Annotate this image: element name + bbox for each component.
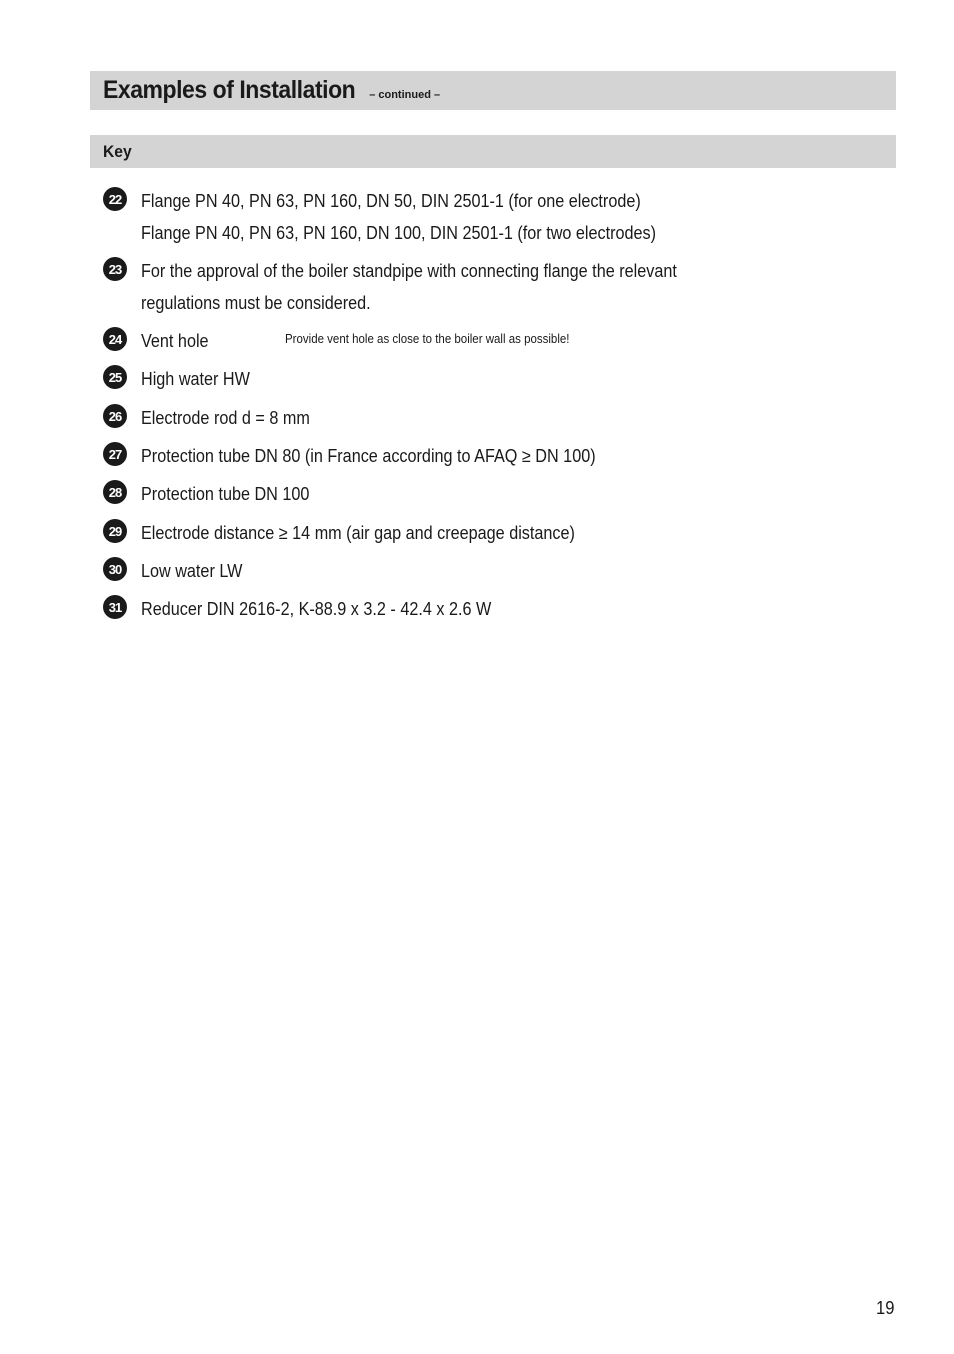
key-heading-bar — [90, 135, 896, 168]
page-title: Examples of Installation — [103, 76, 356, 104]
item-number-badge: 30 — [103, 557, 127, 581]
item-number-badge: 23 — [103, 257, 127, 281]
item-number-badge: 26 — [103, 404, 127, 428]
item-line: Reducer DIN 2616-2, K-88.9 x 3.2 - 42.4 x 2.6 W — [141, 599, 492, 619]
item-line: regulations must be considered. — [141, 293, 371, 313]
item-line: Low water LW — [141, 561, 243, 581]
page-number: 19 — [876, 1298, 895, 1318]
item-line: Vent hole — [141, 331, 209, 351]
item-text — [141, 555, 242, 587]
item-number-badge: 29 — [103, 519, 127, 543]
item-line: Electrode rod d = 8 mm — [141, 408, 310, 428]
item-text — [141, 440, 596, 472]
item-line: Protection tube DN 100 — [141, 484, 310, 504]
page-subtitle: – continued – — [369, 88, 441, 101]
item-line: Flange PN 40, PN 63, PN 160, DN 100, DIN 2501-1 (for two electrodes) — [141, 223, 657, 243]
item-line: Electrode distance ≥ 14 mm (air gap and creepage distance) — [141, 523, 575, 543]
item-line: Protection tube DN 80 (in France according to AFAQ ≥ DN 100) — [141, 446, 596, 466]
item-text — [141, 517, 575, 549]
item-text — [141, 593, 491, 625]
item-text — [141, 255, 677, 319]
section-title-bar — [90, 71, 896, 110]
item-number-badge: 24 — [103, 327, 127, 351]
item-number-badge: 25 — [103, 365, 127, 389]
item-text — [141, 478, 309, 510]
item-text — [141, 185, 656, 249]
item-line: For the approval of the boiler standpipe with connecting flange the relevant — [141, 261, 677, 281]
item-number-badge: 22 — [103, 187, 127, 211]
item-note: Provide vent hole as close to the boiler wall as possible! — [285, 332, 570, 346]
item-number-badge: 27 — [103, 442, 127, 466]
item-text — [141, 325, 209, 357]
item-text — [141, 402, 310, 434]
item-number-badge: 31 — [103, 595, 127, 619]
item-line: Flange PN 40, PN 63, PN 160, DN 50, DIN 2501-1 (for one electrode) — [141, 191, 641, 211]
item-number-badge: 28 — [103, 480, 127, 504]
item-text — [141, 363, 250, 395]
item-line: High water HW — [141, 369, 250, 389]
key-heading: Key — [103, 141, 132, 161]
